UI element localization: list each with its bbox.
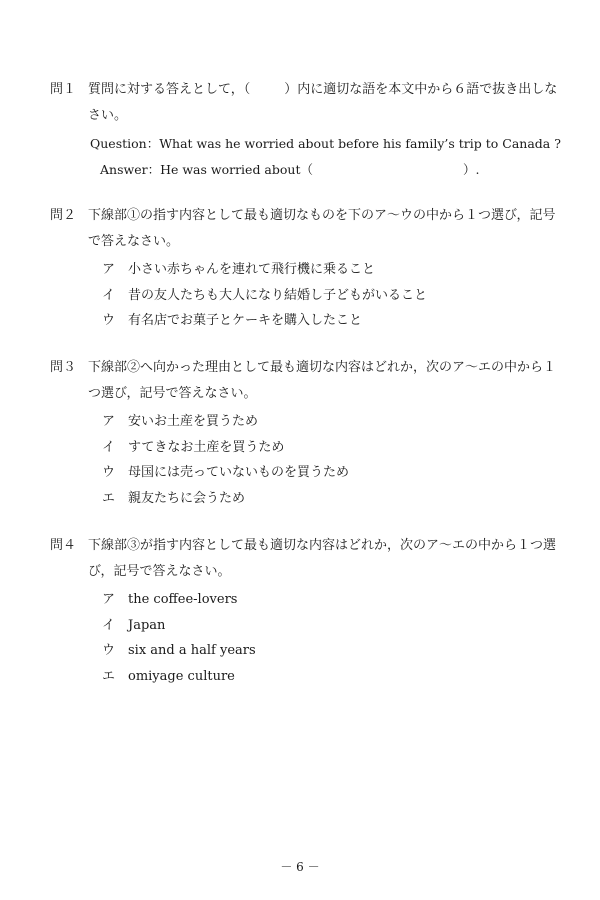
- option-label: イ: [102, 617, 116, 633]
- option-text: the coffee-lovers: [128, 592, 238, 607]
- option-label: ア: [102, 592, 116, 607]
- option-list: [102, 587, 560, 689]
- option-text: 安いお土産を買うため: [128, 414, 259, 429]
- option-item: [102, 409, 560, 435]
- page-number: － 6 －: [280, 860, 320, 874]
- option-label: ウ: [102, 313, 116, 328]
- question-text: 質問に対する答えとして，（ ）内に適切な語を本文中から６語で抜き出しなさい。: [88, 82, 558, 123]
- question-text: 下線部②へ向かった理由として最も適切な内容はどれか，次のア～エの中から１つ選び，記号で答えなさい。: [88, 360, 557, 401]
- option-label: イ: [102, 287, 116, 303]
- option-item: [102, 257, 560, 283]
- option-item: [102, 587, 560, 613]
- question-text: 下線部①の指す内容として最も適切なものを下のア～ウの中から１つ選び，記号で答えなさい。: [88, 208, 556, 249]
- option-text: six and a half years: [128, 643, 256, 658]
- option-text: omiyage culture: [128, 668, 235, 684]
- option-label: ア: [102, 414, 116, 429]
- question-1: [50, 77, 560, 183]
- question-4: [50, 533, 560, 689]
- question-number: 問４: [50, 538, 77, 553]
- option-text: 母国には売っていないものを買うため: [128, 465, 350, 480]
- option-label: エ: [102, 490, 116, 506]
- option-item: [102, 435, 560, 461]
- option-text: すてきなお土産を買うため: [128, 439, 285, 455]
- option-label: エ: [102, 668, 116, 684]
- option-list: [102, 257, 560, 334]
- option-label: ウ: [102, 465, 116, 480]
- option-text: 有名店でお菓子とケーキを購入したこと: [128, 313, 363, 328]
- option-label: ウ: [102, 643, 116, 658]
- option-label: イ: [102, 439, 116, 455]
- option-item: [102, 638, 560, 664]
- option-label: ア: [102, 262, 116, 277]
- english-question: Question：What was he worried about before his family’s trip to Canada ?: [90, 136, 561, 151]
- question-text: 下線部③が指す内容として最も適切な内容はどれか，次のア～エの中から１つ選び，記号で答えなさい。: [88, 538, 557, 579]
- option-item: [102, 664, 560, 690]
- option-item: [102, 486, 560, 512]
- english-answer: Answer：He was worried about（ ）.: [100, 162, 480, 177]
- option-item: [102, 283, 560, 309]
- option-item: [102, 460, 560, 486]
- option-item: [102, 308, 560, 334]
- option-text: 親友たちに会うため: [128, 490, 246, 506]
- option-item: [102, 613, 560, 639]
- question-number: 問１: [50, 82, 77, 97]
- option-text: 小さい赤ちゃんを連れて飛行機に乗ること: [128, 262, 376, 277]
- question-2: [50, 203, 560, 334]
- question-number: 問２: [50, 208, 77, 223]
- option-list: [102, 409, 560, 511]
- question-number: 問３: [50, 360, 77, 375]
- question-3: [50, 355, 560, 511]
- option-text: Japan: [128, 617, 166, 633]
- option-text: 昔の友人たちも大人になり結婚し子どもがいること: [128, 287, 428, 303]
